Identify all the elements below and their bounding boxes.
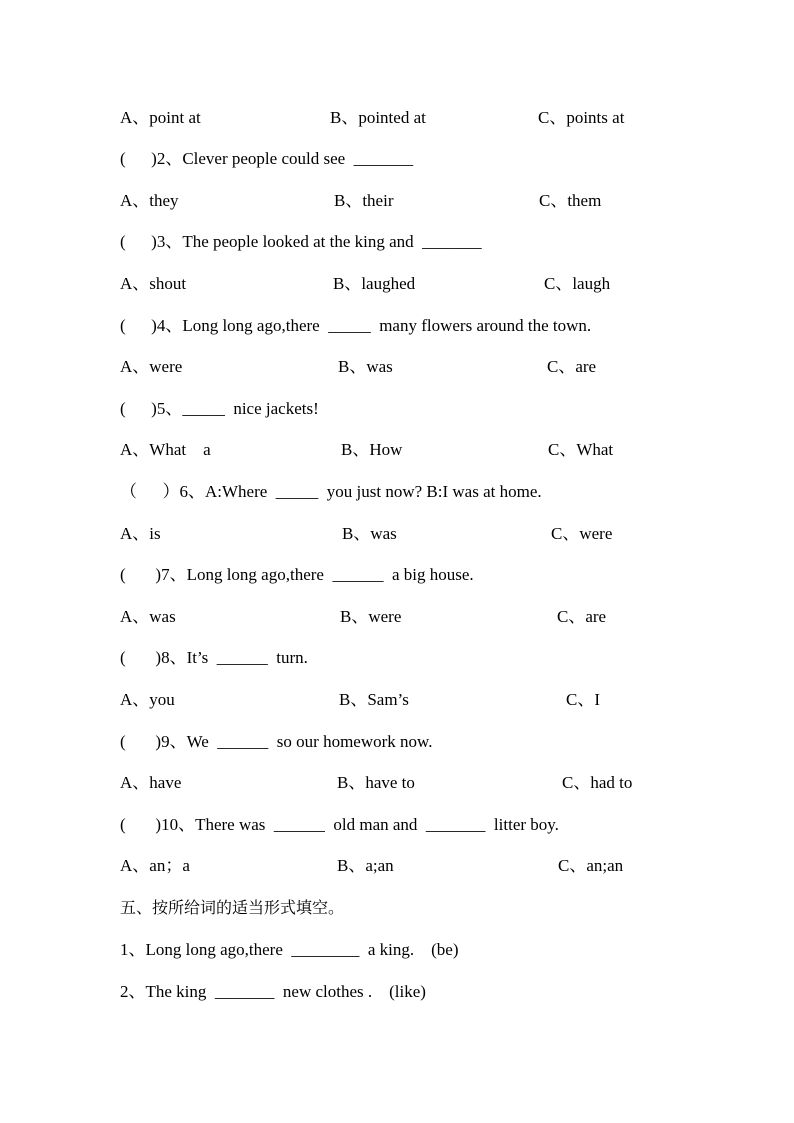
option-a: A、were xyxy=(120,357,183,376)
option-b: B、Sam’s xyxy=(339,690,409,709)
option-c: C、are xyxy=(557,607,607,626)
option-c: C、them xyxy=(539,191,602,210)
option-a: A、they xyxy=(120,191,179,210)
question-10-stem xyxy=(0,813,794,837)
option-b: B、How xyxy=(341,440,403,459)
option-a: A、is xyxy=(120,524,161,543)
question-4-options xyxy=(0,355,794,379)
question-6-stem xyxy=(0,480,794,504)
option-b: B、was xyxy=(338,357,393,376)
option-c: C、laugh xyxy=(544,274,611,293)
question-5-options xyxy=(0,438,794,462)
question-2-stem xyxy=(0,147,794,171)
option-c: C、are xyxy=(547,357,597,376)
option-b: B、their xyxy=(334,191,394,210)
question-8-stem xyxy=(0,646,794,670)
option-a: A、What a xyxy=(120,440,211,459)
question-7-stem xyxy=(0,563,794,587)
question-text: ( )7、Long long ago,there ______ a big house. xyxy=(120,565,474,584)
section-5-item-2 xyxy=(0,980,794,1004)
question-1-options xyxy=(0,106,794,130)
question-2-options xyxy=(0,189,794,213)
option-c: C、had to xyxy=(562,773,633,792)
question-text: ( )10、There was ______ old man and _______ litter boy. xyxy=(120,815,559,834)
option-a: A、you xyxy=(120,690,175,709)
option-a: A、shout xyxy=(120,274,187,293)
question-4-stem xyxy=(0,314,794,338)
question-8-options xyxy=(0,688,794,712)
question-3-stem xyxy=(0,230,794,254)
question-3-options xyxy=(0,272,794,296)
question-text: ( )9、We ______ so our homework now. xyxy=(120,732,433,751)
question-9-stem xyxy=(0,730,794,754)
option-c: C、points at xyxy=(538,108,625,127)
option-a: A、have xyxy=(120,773,182,792)
question-text: ( )8、It’s ______ turn. xyxy=(120,648,308,667)
question-5-stem xyxy=(0,397,794,421)
question-text: ( )5、_____ nice jackets! xyxy=(120,399,319,418)
option-b: B、have to xyxy=(337,773,415,792)
fill-in-text: 2、The king _______ new clothes . (like) xyxy=(120,982,426,1001)
question-10-options xyxy=(0,854,794,878)
option-c: C、What xyxy=(548,440,614,459)
question-text: ( )2、Clever people could see _______ xyxy=(120,149,414,168)
question-6-options xyxy=(0,522,794,546)
option-b: B、pointed at xyxy=(330,108,426,127)
option-b: B、a;an xyxy=(337,856,394,875)
option-b: B、laughed xyxy=(333,274,416,293)
section-5-heading xyxy=(0,896,794,920)
question-text: （ ）6、A:Where _____ you just now? B:I was at home. xyxy=(120,482,542,501)
option-c: C、an;an xyxy=(558,856,624,875)
question-7-options xyxy=(0,605,794,629)
question-text: ( )3、The people looked at the king and _______ xyxy=(120,232,482,251)
option-a: A、was xyxy=(120,607,176,626)
option-c: C、I xyxy=(566,690,600,709)
option-a: A、point at xyxy=(120,108,201,127)
section-5-item-1 xyxy=(0,938,794,962)
option-b: B、were xyxy=(340,607,402,626)
question-9-options xyxy=(0,771,794,795)
option-c: C、were xyxy=(551,524,613,543)
option-a: A、an；a xyxy=(120,856,190,875)
fill-in-text: 1、Long long ago,there ________ a king. (be) xyxy=(120,940,459,959)
option-b: B、was xyxy=(342,524,397,543)
section-title: 五、按所给词的适当形式填空。 xyxy=(120,898,345,917)
question-text: ( )4、Long long ago,there _____ many flowers around the town. xyxy=(120,316,592,335)
